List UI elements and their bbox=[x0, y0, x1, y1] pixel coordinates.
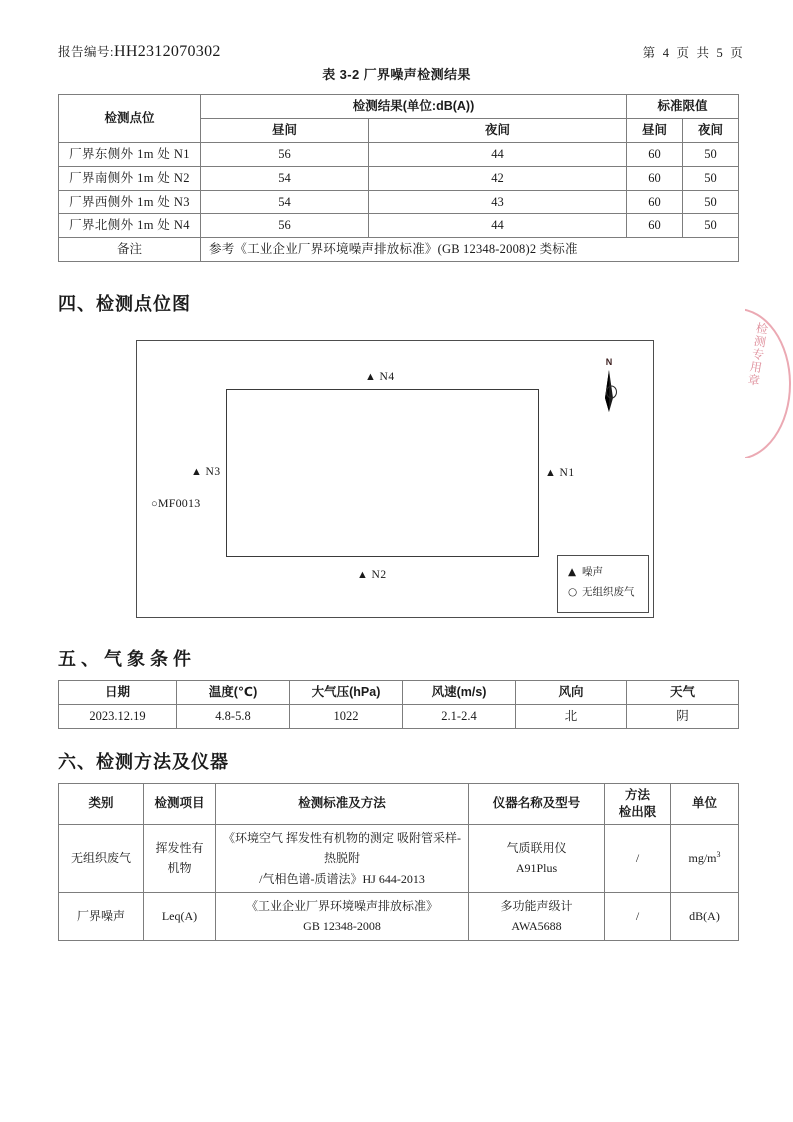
detection-limit-line1: 方法 bbox=[624, 788, 650, 802]
monitoring-point-map bbox=[136, 340, 654, 618]
circle-icon: ○ bbox=[568, 585, 578, 598]
standard-line2: /气相色谱-质谱法》HJ 644-2013 bbox=[259, 871, 425, 886]
cell-point: 厂界南侧外 1m 处 N2 bbox=[59, 166, 201, 190]
cell-item bbox=[144, 824, 216, 892]
table-row bbox=[59, 214, 739, 238]
section-heading-method: 六、检测方法及仪器 bbox=[58, 752, 229, 772]
header-wind-direction: 风向 bbox=[516, 681, 627, 705]
header-standard: 检测标准及方法 bbox=[216, 784, 469, 825]
legend-item-fugitive-gas bbox=[568, 583, 648, 603]
header-wind-speed: 风速(m/s) bbox=[403, 681, 516, 705]
detection-limit-line2: 检出限 bbox=[618, 804, 657, 819]
instrument-line2: AWA5688 bbox=[511, 919, 562, 934]
seal-text: 检测专用章 bbox=[746, 321, 770, 388]
cell-night: 44 bbox=[369, 214, 627, 238]
factory-boundary-rect bbox=[226, 389, 539, 557]
unit-base: mg/m bbox=[688, 851, 717, 866]
header-category: 类别 bbox=[59, 784, 144, 825]
seal-ring bbox=[745, 308, 791, 458]
cell-standard bbox=[216, 824, 469, 892]
map-point-n2 bbox=[357, 569, 387, 581]
cell-wind-direction: 北 bbox=[516, 704, 627, 728]
header-weather: 天气 bbox=[627, 681, 739, 705]
header-temperature: 温度(℃) bbox=[177, 681, 290, 705]
triangle-icon: ▲ bbox=[545, 467, 557, 479]
note-text: 参考《工业企业厂界环境噪声排放标准》(GB 12348-2008)2 类标准 bbox=[201, 238, 739, 262]
header-limit-day: 昼间 bbox=[627, 118, 683, 142]
cell-point: 厂界北侧外 1m 处 N4 bbox=[59, 214, 201, 238]
instrument-line2: A91Plus bbox=[515, 861, 558, 876]
header-limit-group: 标准限值 bbox=[627, 95, 739, 119]
cell-point: 厂界西侧外 1m 处 N3 bbox=[59, 190, 201, 214]
cell-category: 厂界噪声 bbox=[59, 892, 144, 940]
map-point-n1 bbox=[545, 467, 575, 479]
cell-limit-day: 60 bbox=[627, 166, 683, 190]
method-instrument-table bbox=[58, 783, 739, 941]
header-date: 日期 bbox=[59, 681, 177, 705]
method-header-row bbox=[59, 784, 739, 825]
cell-unit bbox=[671, 824, 739, 892]
section-heading-map: 四、检测点位图 bbox=[58, 294, 191, 314]
map-point-label: N3 bbox=[205, 466, 221, 478]
note-label: 备注 bbox=[59, 238, 201, 262]
noise-result-table bbox=[58, 94, 739, 262]
table-row bbox=[59, 190, 739, 214]
header-day: 昼间 bbox=[201, 118, 369, 142]
map-point-label: MF0013 bbox=[157, 496, 201, 510]
cell-limit-night: 50 bbox=[683, 142, 739, 166]
cell-unit bbox=[671, 892, 739, 940]
report-number-value: HH2312070302 bbox=[113, 43, 221, 60]
cell-limit-night: 50 bbox=[683, 214, 739, 238]
cell-limit-night: 50 bbox=[683, 190, 739, 214]
cell-day: 54 bbox=[201, 166, 369, 190]
standard-line1: 《工业企业厂界环境噪声排放标准》 bbox=[245, 898, 438, 913]
compass-needle-icon bbox=[596, 368, 622, 416]
header-limit-night: 夜间 bbox=[683, 118, 739, 142]
standard-line2: GB 12348-2008 bbox=[303, 919, 381, 934]
cell-category: 无组织废气 bbox=[59, 824, 144, 892]
cell-night: 42 bbox=[369, 166, 627, 190]
north-arrow-compass bbox=[589, 357, 629, 423]
map-legend bbox=[557, 555, 649, 613]
header-pressure: 大气压(hPa) bbox=[290, 681, 403, 705]
cell-day: 56 bbox=[201, 142, 369, 166]
cell-instrument bbox=[469, 824, 605, 892]
weather-condition-table bbox=[58, 680, 739, 729]
table-row bbox=[59, 892, 739, 940]
document-header bbox=[58, 42, 745, 64]
cell-standard bbox=[216, 892, 469, 940]
cell-detection-limit: / bbox=[605, 892, 671, 940]
map-point-n3 bbox=[191, 466, 221, 478]
map-point-label: N1 bbox=[559, 467, 575, 479]
cell-pressure: 1022 bbox=[290, 704, 403, 728]
cell-temperature: 4.8-5.8 bbox=[177, 704, 290, 728]
cell-item bbox=[144, 892, 216, 940]
item-line1: 挥发性有 bbox=[155, 840, 204, 855]
map-point-n4 bbox=[365, 371, 395, 383]
header-item: 检测项目 bbox=[144, 784, 216, 825]
cell-day: 56 bbox=[201, 214, 369, 238]
map-point-label: N2 bbox=[371, 569, 387, 581]
header-result-group: 检测结果(单位:dB(A)) bbox=[201, 95, 627, 119]
circle-icon: ○ bbox=[151, 498, 158, 510]
triangle-icon: ▲ bbox=[357, 569, 369, 581]
map-point-label: N4 bbox=[379, 371, 395, 383]
table-note-row bbox=[59, 238, 739, 262]
legend-item-noise bbox=[568, 563, 648, 583]
official-seal-stamp bbox=[745, 308, 793, 458]
weather-header-row bbox=[59, 681, 739, 705]
cell-limit-day: 60 bbox=[627, 190, 683, 214]
cell-day: 54 bbox=[201, 190, 369, 214]
cell-point: 厂界东侧外 1m 处 N1 bbox=[59, 142, 201, 166]
cell-weather: 阴 bbox=[627, 704, 739, 728]
item-line1: Leq(A) bbox=[161, 909, 198, 924]
item-line2: 机物 bbox=[167, 861, 192, 876]
cell-limit-night: 50 bbox=[683, 166, 739, 190]
table-row bbox=[59, 142, 739, 166]
header-instrument: 仪器名称及型号 bbox=[469, 784, 605, 825]
cell-detection-limit: / bbox=[605, 824, 671, 892]
header-detection-limit bbox=[605, 784, 671, 825]
noise-table-header-row-1 bbox=[59, 95, 739, 119]
table-row bbox=[59, 824, 739, 892]
map-point-mf0013 bbox=[151, 496, 200, 511]
cell-date: 2023.12.19 bbox=[59, 704, 177, 728]
instrument-line1: 气质联用仪 bbox=[506, 840, 567, 855]
instrument-line1: 多功能声级计 bbox=[500, 898, 573, 913]
header-point: 检测点位 bbox=[59, 95, 201, 143]
unit-base: dB(A) bbox=[689, 909, 720, 924]
page-indicator: 第 4 页 共 5 页 bbox=[642, 46, 745, 60]
cell-instrument bbox=[469, 892, 605, 940]
triangle-icon: ▲ bbox=[568, 566, 577, 578]
cell-night: 43 bbox=[369, 190, 627, 214]
standard-line1: 《环境空气 挥发性有机物的测定 吸附管采样-热脱附 bbox=[223, 830, 461, 866]
report-number-block bbox=[58, 42, 221, 61]
unit-superscript: 3 bbox=[716, 850, 721, 860]
triangle-icon: ▲ bbox=[365, 371, 377, 383]
triangle-icon: ▲ bbox=[191, 466, 203, 478]
cell-limit-day: 60 bbox=[627, 142, 683, 166]
report-number-label: 报告编号: bbox=[58, 45, 114, 59]
header-night: 夜间 bbox=[369, 118, 627, 142]
legend-label: 噪声 bbox=[582, 566, 603, 578]
legend-label: 无组织废气 bbox=[582, 585, 635, 598]
header-unit: 单位 bbox=[671, 784, 739, 825]
table-row bbox=[59, 166, 739, 190]
cell-wind-speed: 2.1-2.4 bbox=[403, 704, 516, 728]
noise-table-caption: 表 3-2 厂界噪声检测结果 bbox=[322, 67, 471, 82]
cell-night: 44 bbox=[369, 142, 627, 166]
compass-north-label: N bbox=[605, 357, 613, 367]
table-row bbox=[59, 704, 739, 728]
section-heading-weather: 五、气象条件 bbox=[58, 649, 196, 669]
cell-limit-day: 60 bbox=[627, 214, 683, 238]
